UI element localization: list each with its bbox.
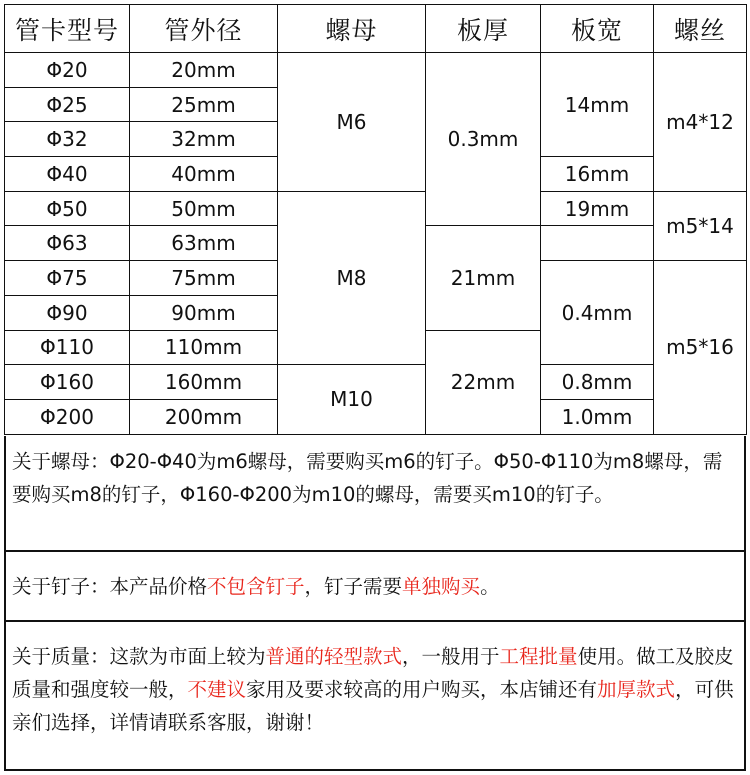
quality-note-highlight: 普通的轻型款式 [265,645,403,668]
nail-note-highlight: 不包含钉子 [207,575,305,598]
model-cell: Φ40 [5,157,130,192]
quality-note-text: 关于质量：这款为市面上较为 [12,645,266,668]
thickness-cell: 0.3mm [426,53,541,226]
header-width: 板宽 [541,5,654,53]
diameter-cell: 110mm [130,330,278,365]
quality-note-text: ，可供亲们选择，详情请联系客服，谢谢！ [12,678,734,734]
width-cell: 22mm [426,330,541,434]
nail-note-text: ，钉子需要 [304,575,403,598]
diameter-cell: 40mm [130,157,278,192]
header-screw: 螺丝 [654,5,747,53]
nut-note [4,436,746,552]
quality-note-text: ，一般用于 [402,645,500,668]
nut-cell: M8 [278,191,426,364]
model-cell: Φ25 [5,87,130,122]
table-row [5,53,747,88]
thickness-cell: 0.4mm [541,261,654,365]
model-cell: Φ75 [5,261,130,296]
header-nut: 螺母 [278,5,426,53]
width-cell: 16mm [541,157,654,192]
diameter-cell: 32mm [130,122,278,157]
nail-note-highlight: 单独购买 [402,575,481,598]
header-model: 管卡型号 [5,5,130,53]
thickness-cell: 0.8mm [541,365,654,400]
width-cell: 21mm [426,226,541,330]
diameter-cell: 20mm [130,53,278,88]
quality-note-highlight: 工程批量 [499,645,578,668]
quality-note-text: 家用及要求较高的用户购买，本店铺还有 [246,678,598,701]
quality-note [4,622,746,771]
table-row [5,365,747,400]
spec-table [4,4,747,435]
quality-note-highlight: 加厚款式 [597,678,676,701]
diameter-cell: 50mm [130,191,278,226]
model-cell: Φ90 [5,295,130,330]
thickness-cell: 1.0mm [541,399,654,434]
table-header-row [5,5,747,53]
diameter-cell: 63mm [130,226,278,261]
diameter-cell: 25mm [130,87,278,122]
quality-note-highlight: 不建议 [187,678,247,701]
nut-note-text: 关于螺母：Φ20-Φ40为m6螺母，需要购买m6的钉子。Φ50-Φ110为m8螺母，需要购买m8的钉子，Φ160-Φ200为m10的螺母，需要买m10的钉子。 [12,450,723,506]
model-cell: Φ160 [5,365,130,400]
nail-note [4,552,746,622]
diameter-cell: 200mm [130,399,278,434]
diameter-cell: 90mm [130,295,278,330]
model-cell: Φ200 [5,399,130,434]
quality-note-text: 使用。做工及胶皮质量和强度较一般， [12,645,734,701]
model-cell: Φ32 [5,122,130,157]
diameter-cell: 75mm [130,261,278,296]
width-cell: 14mm [541,53,654,157]
model-cell: Φ50 [5,191,130,226]
header-thickness: 板厚 [426,5,541,53]
screw-cell: m4*12 [654,53,747,192]
screw-cell: m5*16 [654,261,747,434]
model-cell: Φ20 [5,53,130,88]
nut-cell: M6 [278,53,426,192]
model-cell: Φ110 [5,330,130,365]
table-row [5,191,747,226]
header-outer-diameter: 管外径 [130,5,278,53]
diameter-cell: 160mm [130,365,278,400]
width-cell: 19mm [541,191,654,226]
nut-cell: M10 [278,365,426,434]
screw-cell: m5*14 [654,191,747,260]
nail-note-text: 。 [480,575,500,598]
model-cell: Φ63 [5,226,130,261]
nail-note-text: 关于钉子：本产品价格 [12,575,208,598]
